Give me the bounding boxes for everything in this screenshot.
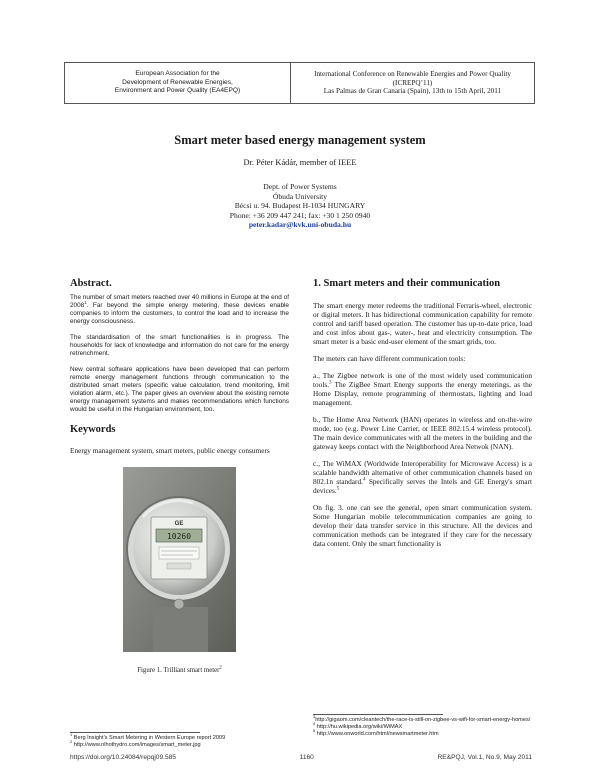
affiliation-line: Phone: +36 209 447 241; fax: +30 1 250 0940 bbox=[229, 210, 371, 220]
affiliation-line: Bécsi u. 94. Budapest H-1034 HUNGARY bbox=[234, 201, 366, 211]
affiliation-block bbox=[0, 182, 600, 230]
body-paragraph: The meters can have different communication tools: bbox=[313, 354, 466, 363]
footnotes-left bbox=[70, 732, 295, 749]
org-line: Development of Renewable Energies, bbox=[122, 78, 233, 86]
conference-header-box bbox=[64, 62, 535, 104]
page-number: 1160 bbox=[299, 754, 314, 761]
abstract-paragraph: The number of smart meters reached over 40 millions in Europe at the end of 2008$^1$. Far beyond the simple energy metering, these devices enable companies to inform the customers, to control the load and to increase the energy consciousness. bbox=[70, 294, 289, 325]
footnote[interactable]: $^4$ http://hu.wikipedia.org/wiki/WiMAX bbox=[313, 720, 403, 730]
affiliation-line: Óbuda University bbox=[272, 191, 328, 201]
section-1-heading: 1. Smart meters and their communication bbox=[313, 278, 501, 289]
doi-link[interactable]: https://doi.org/10.24084/repqj09.585 bbox=[70, 754, 176, 761]
conf-line: Las Palmas de Gran Canaria (Spain), 13th to 15th April, 2011 bbox=[323, 87, 502, 96]
keywords-text: Energy management system, smart meters, public energy consumers bbox=[70, 446, 270, 455]
footnote-ref[interactable]: 1 bbox=[84, 299, 87, 305]
journal-citation: RE&PQJ, Vol.1, No.9, May 2011 bbox=[437, 754, 532, 761]
footnote[interactable]: $^2$ http://www.nlhothydro.com/images/smart_meter.jpg bbox=[70, 738, 201, 748]
author-email-link[interactable]: peter.kadar@kvk.uni-obuda.hu bbox=[248, 220, 352, 230]
conference-block bbox=[291, 63, 534, 103]
footnote: $^1$ Berg Insight's Smart Metering in Western Europe report 2009 bbox=[70, 732, 226, 741]
body-paragraph: The smart energy meter redeems the traditional Ferraris-wheel, electronic or digital meters. It has bidirectional communication capability for remote control and tariff based operation. The customer has up-to-date price, load and cost infos about gas-, water-, heat and electricity consumption. The smart meter is a basic end-user element of the smart grids, too. bbox=[313, 301, 532, 346]
figure-1 bbox=[70, 467, 289, 687]
footnote[interactable]: $^5$ http://www.onworld.com/html/newsmartmeter.htm bbox=[313, 727, 439, 737]
footnote[interactable]: $^3$http://gigaom.com/cleantech/the-race-is-still-on-zigbee-vs-wifi-for-smart-energy-homes/ bbox=[313, 714, 531, 723]
footnote-ref[interactable]: 2 bbox=[219, 665, 222, 671]
conf-line: (ICREPQ’11) bbox=[392, 78, 433, 87]
footnote-ref[interactable]: 3 bbox=[329, 379, 332, 386]
footnote-ref[interactable]: 4 bbox=[362, 476, 366, 483]
meter-brand-label: GE bbox=[174, 521, 184, 527]
right-column bbox=[313, 278, 532, 556]
footnotes-right bbox=[313, 714, 538, 737]
footnote-ref[interactable]: 5 bbox=[336, 485, 340, 492]
left-column bbox=[70, 278, 289, 687]
footnote-rule bbox=[70, 732, 200, 733]
org-line: Environment and Power Quality (EA4EPQ) bbox=[114, 87, 241, 95]
footnote-rule bbox=[313, 714, 443, 715]
org-line: European Association for the bbox=[135, 70, 220, 78]
organization-block bbox=[65, 63, 291, 103]
abstract-heading: Abstract. bbox=[70, 278, 112, 289]
smart-meter-photo bbox=[123, 467, 236, 652]
conf-line: International Conference on Renewable Energies and Power Quality bbox=[314, 70, 511, 79]
affiliation-line: Dept. of Power Systems bbox=[263, 182, 337, 191]
meter-lcd-reading: 10260 bbox=[166, 532, 192, 541]
abstract-paragraph: New central software applications have been developed that can perform remote energy management functions through communication to the distributed smart meters (specific value calculation, trend monitoring, limit violation alarm, etc.). The paper gives an overview about the existing remote energy management systems and makes recommendations which functions would be useful in the Hungarian environment, too. bbox=[70, 366, 289, 413]
keywords-heading: Keywords bbox=[70, 424, 116, 435]
body-paragraph: a., The Zigbee network is one of the most widely used communication tools.$^3$ The ZigBee Smart Energy supports the energy meterings, as the Home Display, remote programming of thermostats, lighting and load management. bbox=[313, 371, 532, 407]
paper-title: Smart meter based energy management system bbox=[174, 133, 426, 147]
abstract-paragraph: The standardisation of the smart functionalities is in progress. The households for lack of knowledge and information do not care for the energy retrenchment. bbox=[70, 334, 289, 357]
body-paragraph: c., The WiMAX (Worldwide Interoperability for Microwave Access) is a scalable bandwidth alternative of other communication channels based on 802.1n standard.$^4$ Specifically serves the Intels and GE Energy's smart devices.$^5$ bbox=[313, 459, 532, 495]
page-footer bbox=[70, 754, 532, 761]
body-paragraph: On fig. 3. one can see the general, open smart communication system. Some Hungarian mobile telecommunication companies are going to develop their data transfer service in this structure. All the devices and communication methods can be integrated if they care for the necessary data content. Only the smart functionality is bbox=[313, 503, 532, 548]
figure-caption: Figure 1. Trilliant smart meter$^2$ bbox=[137, 665, 222, 674]
body-paragraph: b., The Home Area Network (HAN) operates in wireless and on-the-wire mode, too (e.g. Power Line Carrier, or IEEE 802.15.4 wireless protocol). The main device communicates with all the meters in the building and the gateway keeps contact with the Neighborhood Area Netwok (NAN). bbox=[313, 415, 532, 451]
paper-author: Dr. Péter Kádár, member of IEEE bbox=[243, 158, 357, 167]
